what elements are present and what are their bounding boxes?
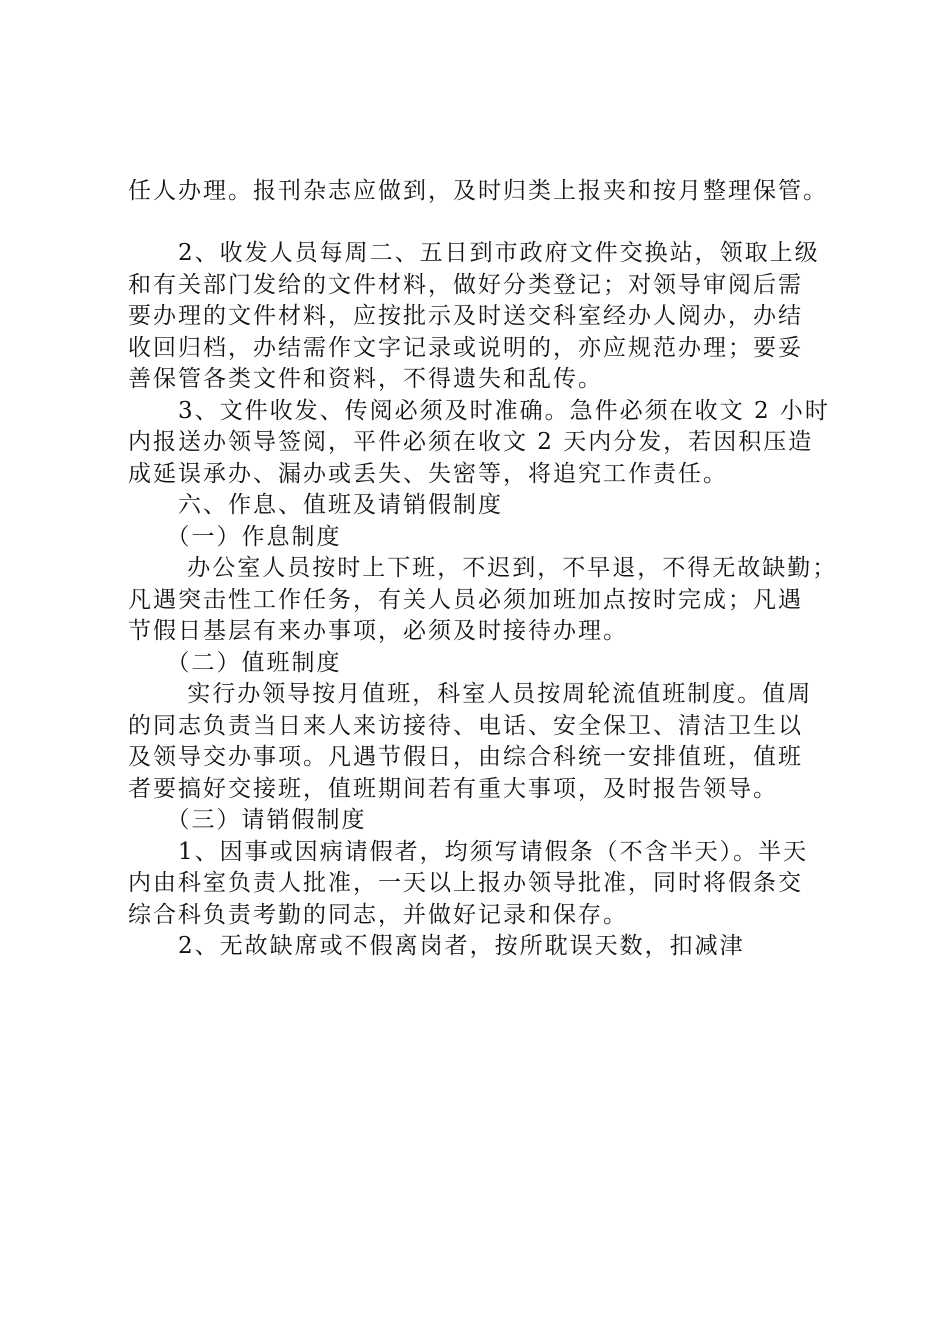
text-line: 收回归档，办结需作文字记录或说明的，亦应规范办理；要妥 <box>128 334 803 361</box>
text-line: 者要搞好交接班，值班期间若有重大事项，及时报告领导。 <box>128 775 778 802</box>
body-text <box>128 238 838 963</box>
text-line: 任人办理。报刊杂志应做到，及时归类上报夹和按月整理保管。 <box>128 178 828 204</box>
text-line: 成延误承办、漏办或丢失、失密等，将追究工作责任。 <box>128 460 728 487</box>
subsection-heading: （三）请销假制度 <box>128 807 367 833</box>
text-line: 凡遇突击性工作任务，有关人员必须加班加点按时完成；凡遇 <box>128 586 803 613</box>
subsection-heading: （二）值班制度 <box>128 649 342 676</box>
first-paragraph <box>128 176 838 208</box>
text-line: 办公室人员按时上下班，不迟到，不早退，不得无故缺勤； <box>128 555 838 581</box>
text-line: 善保管各类文件和资料，不得遗失和乱传。 <box>128 366 603 392</box>
text-line: 内由科室负责人批准，一天以上报办领导批准，同时将假条交 <box>128 870 803 896</box>
text-line: 2、无故缺席或不假离岗者，按所耽误天数，扣减津 <box>128 933 745 959</box>
text-line: 实行办领导按月值班，科室人员按周轮流值班制度。值周 <box>128 681 813 707</box>
text-line: 节假日基层有来办事项，必须及时接待办理。 <box>128 618 628 644</box>
text-line: 内报送办领导签阅，平件必须在收文 2 天内分发，若因积压造 <box>128 429 814 455</box>
text-line: 的同志负责当日来人来访接待、电话、安全保卫、清洁卫生以 <box>128 712 803 739</box>
text-line: 及领导交办事项。凡遇节假日，由综合科统一安排值班，值班 <box>128 744 803 770</box>
text-line: 综合科负责考勤的同志，并做好记录和保存。 <box>128 901 628 928</box>
section-heading: 六、作息、值班及请销假制度 <box>128 492 503 518</box>
text-line: 1、因事或因病请假者，均须写请假条（不含半天）。半天 <box>128 838 809 865</box>
subsection-heading: （一）作息制度 <box>128 523 342 550</box>
text-line: 要办理的文件材料，应按批示及时送交科室经办人阅办，办结 <box>128 303 803 329</box>
text-line: 2、收发人员每周二、五日到市政府文件交换站，领取上级 <box>128 240 820 266</box>
text-line: 3、文件收发、传阅必须及时准确。急件必须在收文 2 小时 <box>128 397 830 424</box>
text-line: 和有关部门发给的文件材料，做好分类登记；对领导审阅后需 <box>128 271 803 298</box>
